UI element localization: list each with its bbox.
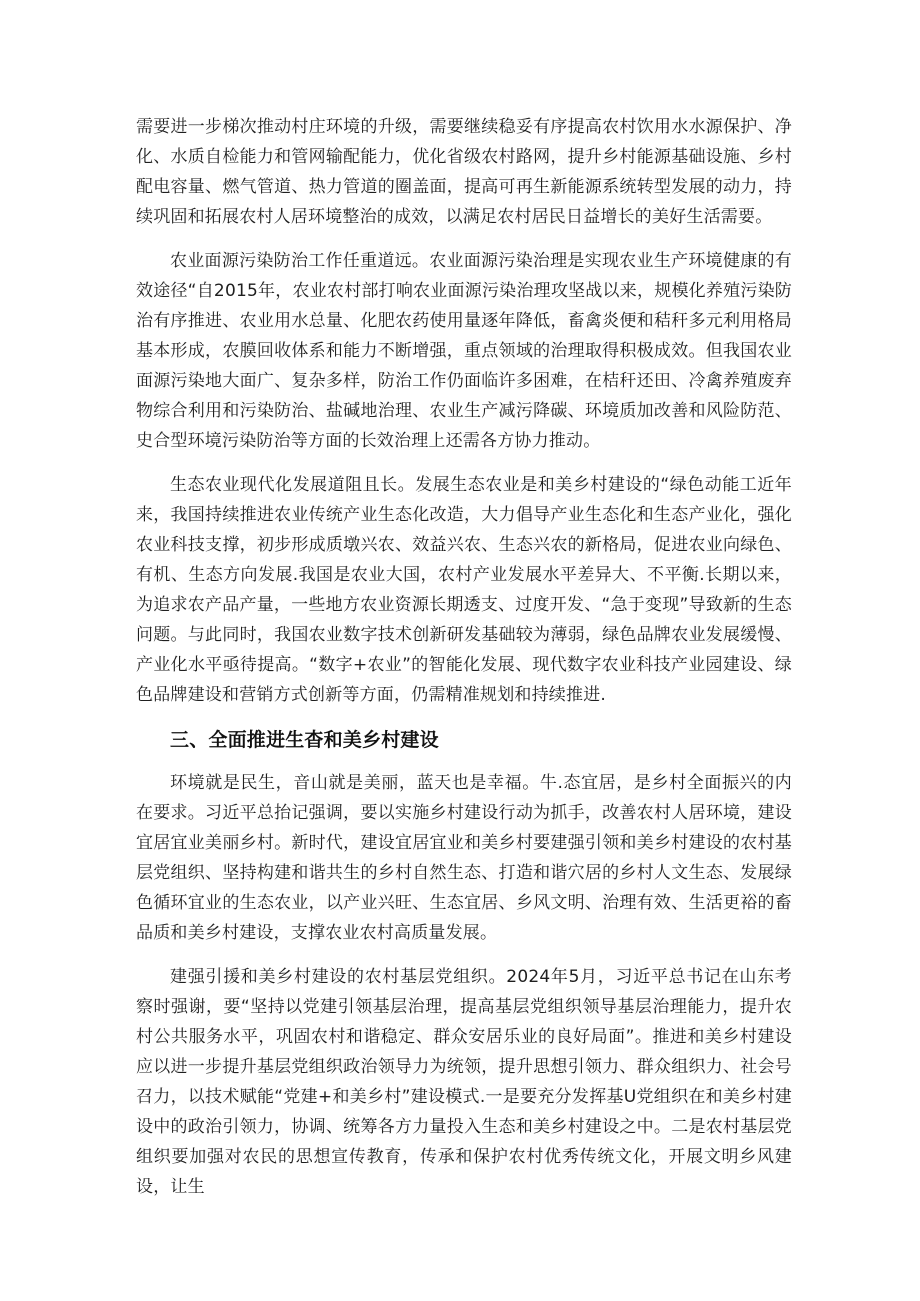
paragraph-party-organization: 建强引援和美乡村建设的农村基层党组织。2024年5月，习近平总书记在山东考察时强谢，要“坚持以党建引领基层治理，提高基层党组织领导基层治理能力，提升农村公共服务水平，巩固农村和谐稳定、群众安居乐业的良好局面”。推进和美乡村建设应以进一步提升基层党组织政治领导力为统领，提升思想引领力、群众组织力、社会号召力，以技术赋能“党建+和美乡村”建设模式.一是要充分发挥基U党组织在和美乡村建设中的政治引领力，协调、统筹各方力量投入生态和美乡村建设之中。二是农村基层党组织要加强对农民的思想宣传教育，传承和保护农村优秀传统文化，开展文明乡风建设，让生 [136,967,792,1197]
paragraph-pollution: 农业面源污染防治工作任重道远。农业面源污染治理是实现农业生产环境健康的有效途径“自2015年，农业农村部打响农业面源污染治理攻坚战以来，规模化养殖污染防治有序推进、农业用水总量、化肥农药使用量逐年降低，畜禽炎便和秸秆多元利用格局基本形成，农膜回收体系和能力不断增强，重点领域的治理取得积极成效。但我国农业面源污染地大面广、复杂多样，防治工作仍面临许多困难，在桔秆还田、冷禽养殖废弃物综合利用和污染防治、盐碱地治理、农业生产减污降碳、环境质加改善和风险防范、史合型环境污染防治等方面的长效治理上还需各方协力推动。 [136,251,792,451]
paragraph-continued: 需要进一步梯次推动村庄环境的升级，需要继续稳妥有序提高农村饮用水水源保护、净化、水质自检能力和管网输配能力，优化省级农村路网，提升乡村能源基础设施、乡村配电容量、燃气管道、热力管道的圈盖面，提高可再生新能源系统转型发展的动力，持续巩固和拓展农村人居环境整治的成效，以满足农村居民日益增长的美好生活需要。 [136,117,792,227]
paragraph-eco-agriculture: 生态农业现代化发展道阻且长。发展生态农业是和美乡村建设的“绿色动能工近年来，我国持续推进农业传统产业生态化改造，大力倡导产业生态化和生态产业化，强化农业科技支撑，初步形成质墩兴农、效益兴农、生态兴农的新格局，促进农业向绿色、有机、生态方向发展.我国是农业大国，农村产业发展水平差异大、不平衡.长期以来，为追求农产品产量，一些地方农业资源长期透支、过度开发、“急于变现”导致新的生态问题。与此同时，我国农业数字技术创新研发基础较为薄弱，绿色品牌农业发展缓慢、产业化水平亟待提高。“数字+农业”的智能化发展、现代数字农业科技产业园建设、绿色品牌建设和营销方式创新等方面，仍需精准规划和持续推进. [136,475,792,705]
document-body [136,112,792,1216]
paragraph-environment: 环境就是民生，音山就是美丽，蓝天也是幸福。牛.态宜居，是乡村全面振兴的内在要求。习近平总抬记强调，要以实施乡村建设行动为抓手，改善农村人居环境，建设宜居宜业美丽乡村。新时代，建设宜居宜业和美乡村要建强引领和美乡村建设的农村基层党组织、坚持构建和谐共生的乡村自然生态、打造和谐穴居的乡村人文生态、发展绿色循环宜业的生态农业，以产业兴旺、生态宜居、乡风文明、治理有效、生活更裕的畜品质和美乡村建设，支撑农业农村高质量发展。 [136,773,792,943]
section-heading: 三、全面推进生杳和美乡村建设 [170,729,439,751]
